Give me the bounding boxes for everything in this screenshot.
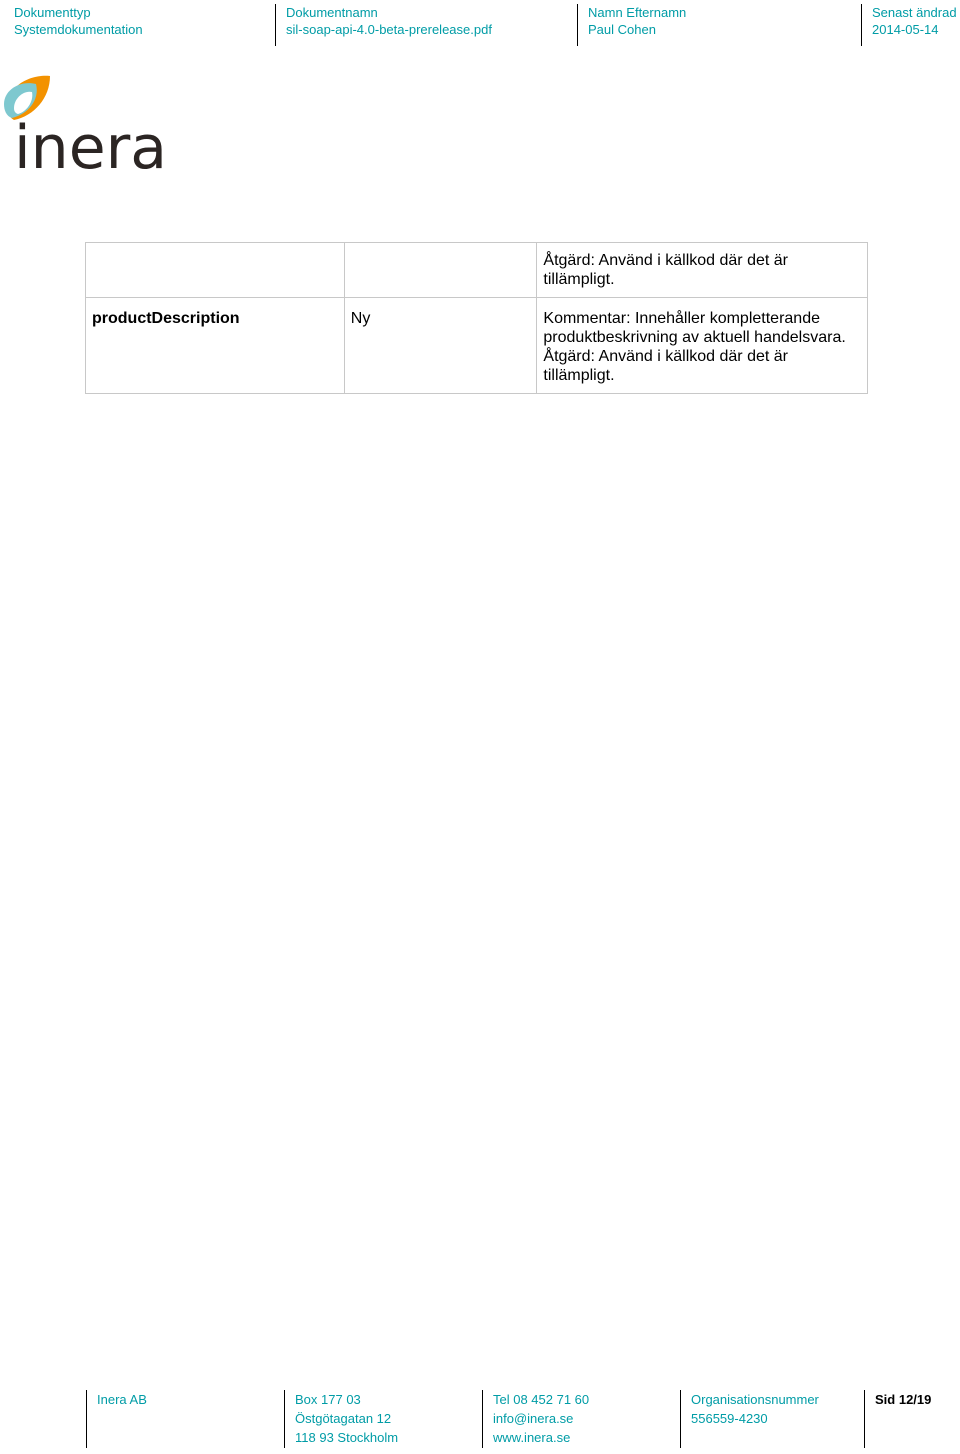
comment-line: produktbeskrivning av aktuell handelsvara. — [543, 329, 846, 346]
footer-company — [86, 1390, 284, 1448]
footer-org: Organisationsnummer 556559-4230 — [680, 1390, 864, 1448]
header-last-modified — [861, 4, 960, 46]
footer-address: Box 177 03 Östgötagatan 12 118 93 Stockholm — [284, 1390, 482, 1448]
header-value: Paul Cohen — [588, 22, 656, 37]
header-value: 2014-05-14 — [872, 22, 939, 37]
field-status: Ny — [350, 310, 371, 327]
header-doc-name — [275, 4, 577, 46]
footer-page — [864, 1390, 960, 1448]
page-number: Sid 12/19 — [875, 1392, 932, 1407]
header-label: Senast ändrad — [872, 5, 957, 20]
table-row — [86, 298, 868, 394]
header-label: Dokumenttyp — [14, 5, 91, 20]
header-doc-type — [0, 4, 275, 46]
website-link[interactable]: www.inera.se — [493, 1430, 571, 1445]
field-status-cell — [344, 298, 537, 394]
header-label: Namn Efternamn — [588, 5, 687, 20]
svg-text:inera: inera — [14, 113, 168, 180]
email-link[interactable]: info@inera.se — [493, 1411, 574, 1426]
comment-line: tillämpligt. — [543, 271, 615, 288]
header-value: Systemdokumentation — [14, 22, 143, 37]
field-table — [85, 242, 868, 394]
table-row — [86, 243, 868, 298]
field-status-cell — [344, 243, 537, 298]
company-name: Inera AB — [97, 1392, 147, 1407]
field-name-cell — [86, 298, 345, 394]
field-comment-cell — [537, 298, 868, 394]
field-name: productDescription — [92, 310, 240, 327]
field-comment-cell — [537, 243, 868, 298]
comment-line: tillämpligt. — [543, 367, 615, 384]
header-value: sil-soap-api-4.0-beta-prerelease.pdf — [286, 22, 492, 37]
comment-line: Kommentar: Innehåller kompletterande — [543, 310, 820, 327]
comment-line: Åtgärd: Använd i källkod där det är — [543, 252, 788, 269]
header-label: Dokumentnamn — [286, 5, 378, 20]
comment-line: Åtgärd: Använd i källkod där det är — [543, 348, 788, 365]
footer-contact: Tel 08 452 71 60 info@inera.se www.inera.se — [482, 1390, 680, 1448]
inera-logo — [0, 70, 170, 180]
header-author — [577, 4, 861, 46]
field-name-cell — [86, 243, 345, 298]
